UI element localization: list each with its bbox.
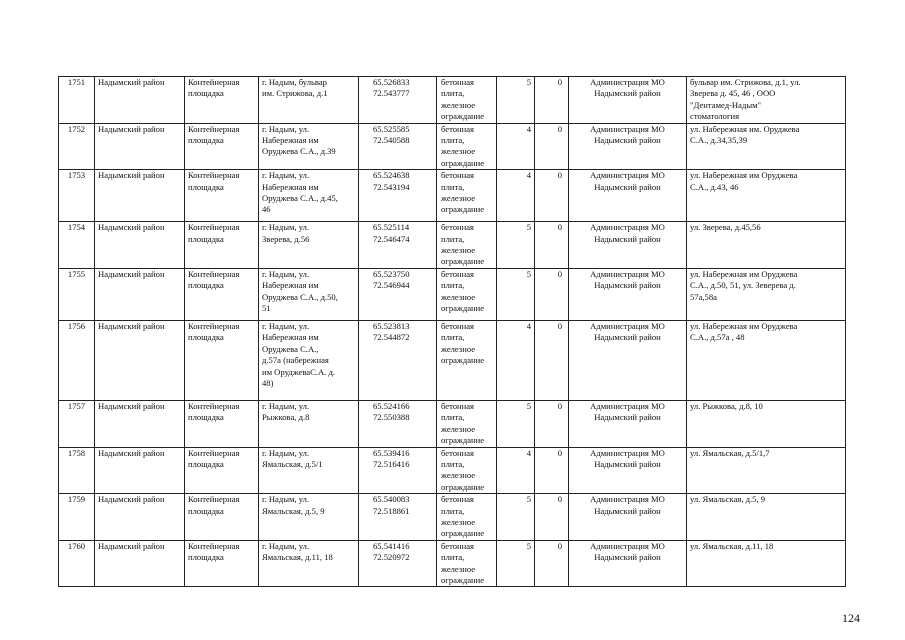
waste-sources-cell: ул. Ямальская, д.11, 18 bbox=[687, 540, 846, 587]
surface-cell: бетонная плита, железное ограждание bbox=[437, 494, 497, 541]
district-cell: Надымский район bbox=[95, 77, 185, 124]
site-type-cell: Контейнерная площадка bbox=[185, 447, 259, 494]
surface-cell: бетонная плита, железное ограждание bbox=[437, 170, 497, 222]
volume-cell: 0 bbox=[535, 170, 569, 222]
container-count-cell: 5 bbox=[497, 494, 535, 541]
volume-cell: 0 bbox=[535, 494, 569, 541]
table-row bbox=[59, 320, 846, 400]
page-number: 124 bbox=[842, 611, 860, 625]
address-cell: г. Надым, ул. Ямальская, д.5/1 bbox=[259, 447, 359, 494]
waste-sources-cell: ул. Набережная им Оруджева С.А., д.50, 51, ул. Зеверева д. 57а,58а bbox=[687, 268, 846, 320]
surface-cell: бетонная плита, железное ограждание bbox=[437, 320, 497, 400]
surface-cell: бетонная плита, железное ограждание bbox=[437, 540, 497, 587]
owner-cell: Администрация МО Надымский район bbox=[569, 540, 687, 587]
container-sites-table bbox=[58, 76, 846, 587]
address-cell: г. Надым, ул. Набережная им Оруджева С.А., д.50, 51 bbox=[259, 268, 359, 320]
row-number: 1757 bbox=[59, 400, 95, 447]
owner-cell: Администрация МО Надымский район bbox=[569, 170, 687, 222]
waste-sources-cell: ул. Набережная им Оруджева С.А., д.57а , 48 bbox=[687, 320, 846, 400]
container-count-cell: 5 bbox=[497, 222, 535, 269]
coordinates-cell: 65.524638 72.543194 bbox=[359, 170, 437, 222]
volume-cell: 0 bbox=[535, 447, 569, 494]
district-cell: Надымский район bbox=[95, 400, 185, 447]
address-cell: г. Надым, ул. Набережная им Оруджева С.А., д.39 bbox=[259, 123, 359, 170]
address-cell: г. Надым, ул. Зверева, д.56 bbox=[259, 222, 359, 269]
container-count-cell: 4 bbox=[497, 447, 535, 494]
site-type-cell: Контейнерная площадка bbox=[185, 320, 259, 400]
surface-cell: бетонная плита, железное ограждание bbox=[437, 77, 497, 124]
owner-cell: Администрация МО Надымский район bbox=[569, 222, 687, 269]
row-number: 1756 bbox=[59, 320, 95, 400]
district-cell: Надымский район bbox=[95, 320, 185, 400]
row-number: 1751 bbox=[59, 77, 95, 124]
container-count-cell: 5 bbox=[497, 540, 535, 587]
owner-cell: Администрация МО Надымский район bbox=[569, 400, 687, 447]
surface-cell: бетонная плита, железное ограждание bbox=[437, 268, 497, 320]
waste-sources-cell: ул. Ямальская, д.5, 9 bbox=[687, 494, 846, 541]
district-cell: Надымский район bbox=[95, 222, 185, 269]
coordinates-cell: 65.526833 72.543777 bbox=[359, 77, 437, 124]
district-cell: Надымский район bbox=[95, 540, 185, 587]
container-count-cell: 5 bbox=[497, 77, 535, 124]
table-row bbox=[59, 77, 846, 124]
volume-cell: 0 bbox=[535, 222, 569, 269]
address-cell: г. Надым, бульвар им. Стрижова, д.1 bbox=[259, 77, 359, 124]
container-count-cell: 5 bbox=[497, 268, 535, 320]
address-cell: г. Надым, ул. Набережная им Оруджева С.А., д.45, 46 bbox=[259, 170, 359, 222]
coordinates-cell: 65.523750 72.546944 bbox=[359, 268, 437, 320]
row-number: 1760 bbox=[59, 540, 95, 587]
coordinates-cell: 65.540083 72.518861 bbox=[359, 494, 437, 541]
surface-cell: бетонная плита, железное ограждание bbox=[437, 222, 497, 269]
owner-cell: Администрация МО Надымский район bbox=[569, 320, 687, 400]
waste-sources-cell: ул. Зверева, д.45,56 bbox=[687, 222, 846, 269]
district-cell: Надымский район bbox=[95, 123, 185, 170]
owner-cell: Администрация МО Надымский район bbox=[569, 494, 687, 541]
site-type-cell: Контейнерная площадка bbox=[185, 123, 259, 170]
table-row bbox=[59, 400, 846, 447]
volume-cell: 0 bbox=[535, 540, 569, 587]
coordinates-cell: 65.525114 72.546474 bbox=[359, 222, 437, 269]
site-type-cell: Контейнерная площадка bbox=[185, 222, 259, 269]
container-count-cell: 4 bbox=[497, 170, 535, 222]
site-type-cell: Контейнерная площадка bbox=[185, 494, 259, 541]
district-cell: Надымский район bbox=[95, 494, 185, 541]
district-cell: Надымский район bbox=[95, 170, 185, 222]
owner-cell: Администрация МО Надымский район bbox=[569, 123, 687, 170]
volume-cell: 0 bbox=[535, 268, 569, 320]
container-count-cell: 4 bbox=[497, 320, 535, 400]
waste-sources-cell: ул. Набережная им Оруджева С.А., д.43, 46 bbox=[687, 170, 846, 222]
volume-cell: 0 bbox=[535, 77, 569, 124]
row-number: 1752 bbox=[59, 123, 95, 170]
table-row bbox=[59, 170, 846, 222]
address-cell: г. Надым, ул. Рыжкова, д.8 bbox=[259, 400, 359, 447]
coordinates-cell: 65.525585 72.540588 bbox=[359, 123, 437, 170]
address-cell: г. Надым, ул. Ямальская, д.11, 18 bbox=[259, 540, 359, 587]
waste-sources-cell: бульвар им. Стрижова, д.1, ул. Зверева д. 45, 46 , ООО "Дентамед-Надым" стоматология bbox=[687, 77, 846, 124]
table-row bbox=[59, 540, 846, 587]
address-cell: г. Надым, ул. Ямальская, д.5, 9 bbox=[259, 494, 359, 541]
coordinates-cell: 65.541416 72.520972 bbox=[359, 540, 437, 587]
site-type-cell: Контейнерная площадка bbox=[185, 77, 259, 124]
row-number: 1759 bbox=[59, 494, 95, 541]
waste-sources-cell: ул. Ямальская, д.5/1,7 bbox=[687, 447, 846, 494]
waste-sources-cell: ул. Набережная им. Оруджева С.А., д.34,35,39 bbox=[687, 123, 846, 170]
row-number: 1754 bbox=[59, 222, 95, 269]
row-number: 1753 bbox=[59, 170, 95, 222]
container-count-cell: 5 bbox=[497, 400, 535, 447]
coordinates-cell: 65.524166 72.550388 bbox=[359, 400, 437, 447]
coordinates-cell: 65.539416 72.516416 bbox=[359, 447, 437, 494]
surface-cell: бетонная плита, железное ограждание bbox=[437, 123, 497, 170]
site-type-cell: Контейнерная площадка bbox=[185, 170, 259, 222]
table-row bbox=[59, 268, 846, 320]
owner-cell: Администрация МО Надымский район bbox=[569, 447, 687, 494]
surface-cell: бетонная плита, железное ограждание bbox=[437, 447, 497, 494]
district-cell: Надымский район bbox=[95, 268, 185, 320]
table-row bbox=[59, 123, 846, 170]
site-type-cell: Контейнерная площадка bbox=[185, 540, 259, 587]
volume-cell: 0 bbox=[535, 320, 569, 400]
waste-sources-cell: ул. Рыжкова, д.8, 10 bbox=[687, 400, 846, 447]
volume-cell: 0 bbox=[535, 123, 569, 170]
table-row bbox=[59, 494, 846, 541]
table-row bbox=[59, 222, 846, 269]
row-number: 1755 bbox=[59, 268, 95, 320]
district-cell: Надымский район bbox=[95, 447, 185, 494]
owner-cell: Администрация МО Надымский район bbox=[569, 77, 687, 124]
site-type-cell: Контейнерная площадка bbox=[185, 268, 259, 320]
owner-cell: Администрация МО Надымский район bbox=[569, 268, 687, 320]
container-count-cell: 4 bbox=[497, 123, 535, 170]
volume-cell: 0 bbox=[535, 400, 569, 447]
coordinates-cell: 65.523813 72.544872 bbox=[359, 320, 437, 400]
site-type-cell: Контейнерная площадка bbox=[185, 400, 259, 447]
row-number: 1758 bbox=[59, 447, 95, 494]
surface-cell: бетонная плита, железное ограждание bbox=[437, 400, 497, 447]
address-cell: г. Надым, ул. Набережная им Оруджева С.А., д.57а (набережная им ОруджеваС.А. д. 48) bbox=[259, 320, 359, 400]
table-row bbox=[59, 447, 846, 494]
